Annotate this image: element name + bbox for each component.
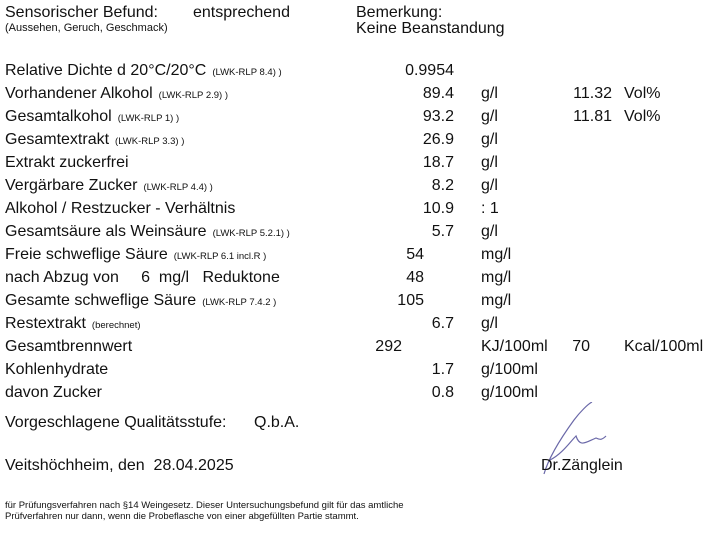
- row-label: Gesamtalkohol: [5, 108, 112, 125]
- row-unit: mg/l: [481, 292, 512, 309]
- row-unit: g/l: [481, 315, 498, 332]
- row-value-secondary: 11.81: [573, 108, 612, 125]
- row-unit: KJ/100ml: [481, 338, 548, 355]
- row-value: 8.2: [431, 177, 454, 194]
- row-unit: : 1: [481, 200, 499, 217]
- row-unit-secondary: Vol%: [624, 108, 661, 125]
- row-unit: mg/l: [481, 246, 512, 263]
- sensory-subtitle: (Aussehen, Geruch, Geschmack): [5, 22, 168, 34]
- row-ref: (LWK-RLP 1) ): [117, 113, 180, 124]
- row-value: 292: [375, 338, 402, 355]
- row-label: Alkohol / Restzucker - Verhältnis: [5, 200, 236, 217]
- row-value: 48: [406, 269, 424, 286]
- row-ref: (LWK-RLP 7.4.2 ): [202, 297, 277, 308]
- result-row: [0, 338, 720, 361]
- result-row: [0, 200, 720, 223]
- quality-label: Vorgeschlagene Qualitätsstufe:: [5, 414, 227, 431]
- row-unit: g/l: [481, 223, 498, 240]
- row-unit: g/l: [481, 177, 498, 194]
- row-unit: g/l: [481, 85, 498, 102]
- row-ref: (LWK-RLP 8.4) ): [212, 67, 282, 78]
- signature-name: Dr.Zänglein: [541, 457, 623, 474]
- row-unit-secondary: Vol%: [624, 85, 661, 102]
- sensory-value: entsprechend: [193, 4, 290, 21]
- result-row: [0, 62, 720, 85]
- row-ref: (LWK-RLP 3.3) ): [115, 136, 185, 147]
- row-label: Relative Dichte d 20°C/20°C: [5, 62, 207, 79]
- result-row: [0, 246, 720, 269]
- result-row: [0, 85, 720, 108]
- row-label: Gesamtsäure als Weinsäure: [5, 223, 207, 240]
- result-row: [0, 223, 720, 246]
- row-value: 93.2: [422, 108, 454, 125]
- row-label: Gesamtbrennwert: [5, 338, 133, 355]
- row-unit-secondary: Kcal/100ml: [624, 338, 704, 355]
- sensory-label: Sensorischer Befund:: [5, 4, 158, 21]
- result-row: [0, 269, 720, 292]
- result-row: [0, 315, 720, 338]
- result-row: [0, 177, 720, 200]
- footer-line-1: für Prüfungsverfahren nach §14 Weingesetz. Dieser Untersuchungsbefund gilt für das amtliche: [5, 500, 404, 511]
- remark-value: Keine Beanstandung: [356, 20, 505, 37]
- row-value: 89.4: [422, 85, 454, 102]
- result-row: [0, 361, 720, 384]
- row-value: 10.9: [422, 200, 454, 217]
- quality-value: Q.b.A.: [254, 414, 300, 431]
- row-unit: g/l: [481, 108, 498, 125]
- row-value: 26.9: [422, 131, 454, 148]
- row-value: 0.8: [431, 384, 454, 401]
- remark-label: Bemerkung:: [356, 4, 443, 21]
- row-label: Extrakt zuckerfrei: [5, 154, 129, 171]
- place-date: Veitshöchheim, den 28.04.2025: [5, 457, 234, 474]
- row-value: 105: [397, 292, 424, 309]
- row-unit: g/l: [481, 154, 498, 171]
- row-value-secondary: 11.32: [573, 85, 612, 102]
- row-label: Vorhandener Alkohol: [5, 85, 153, 102]
- row-value-secondary: 70: [572, 338, 590, 355]
- row-label: Kohlenhydrate: [5, 361, 109, 378]
- row-unit: g/100ml: [481, 361, 538, 378]
- result-row: [0, 131, 720, 154]
- row-label: davon Zucker: [5, 384, 102, 401]
- row-value: 6.7: [431, 315, 454, 332]
- result-row: [0, 292, 720, 315]
- row-unit: g/100ml: [481, 384, 538, 401]
- row-ref: (LWK-RLP 6.1 incl.R ): [173, 251, 267, 262]
- row-label: Gesamtextrakt: [5, 131, 110, 148]
- row-value: 0.9954: [405, 62, 454, 79]
- row-unit: mg/l: [481, 269, 512, 286]
- row-label: Vergärbare Zucker: [5, 177, 138, 194]
- row-ref: (LWK-RLP 2.9) ): [158, 90, 229, 101]
- row-value: 5.7: [431, 223, 454, 240]
- row-value: 1.7: [431, 361, 454, 378]
- footer-line-2: Prüfverfahren nur dann, wenn die Probeflasche von einer abgefüllten Partie stammt.: [5, 511, 359, 522]
- row-label: nach Abzug von 6 mg/l Reduktone: [5, 269, 280, 286]
- row-unit: g/l: [481, 131, 498, 148]
- row-label: Freie schweflige Säure: [5, 246, 168, 263]
- row-ref: (LWK-RLP 4.4) ): [143, 182, 213, 193]
- row-ref: (berechnet): [91, 320, 141, 331]
- result-row: [0, 154, 720, 177]
- row-ref: (LWK-RLP 5.2.1) ): [212, 228, 290, 239]
- row-label: Gesamte schweflige Säure: [5, 292, 197, 309]
- row-label: Restextrakt: [5, 315, 86, 332]
- row-value: 18.7: [422, 154, 454, 171]
- result-row: [0, 108, 720, 131]
- row-value: 54: [406, 246, 424, 263]
